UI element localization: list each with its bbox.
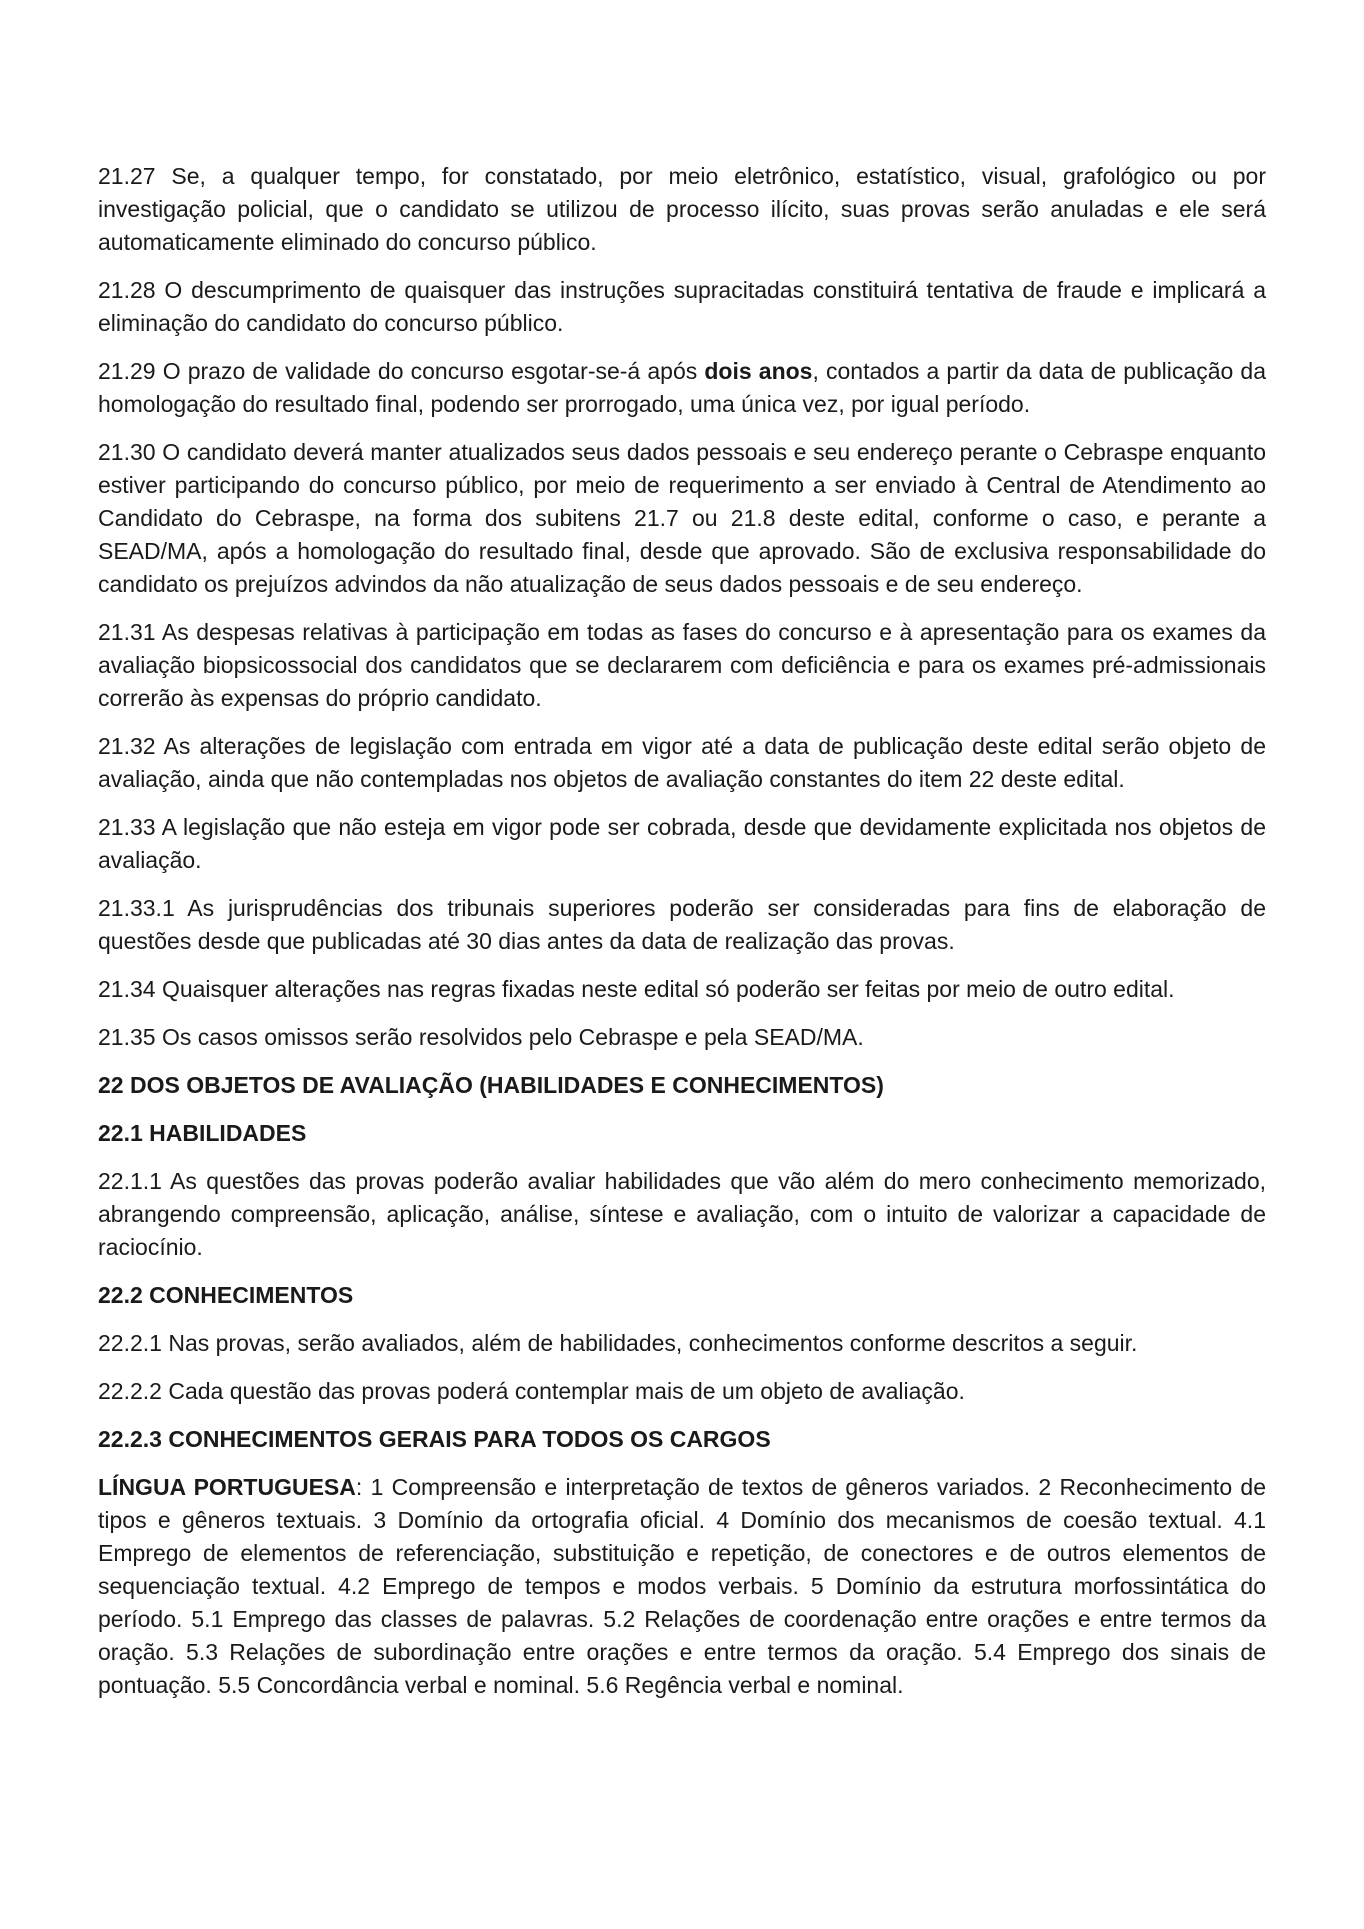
document-page: [98, 160, 1266, 1717]
paragraph-21-28: 21.28 O descumprimento de quaisquer das instruções supracitadas constituirá tentativa de fraude e implicará a eliminação do candidato do concurso público.: [98, 277, 1266, 336]
paragraph-21-30: 21.30 O candidato deverá manter atualizados seus dados pessoais e seu endereço perante o Cebraspe enquanto estiver participando do concurso público, por meio de requerimento a ser enviado à Central de Atendimento ao Candidato do Cebraspe, na forma dos subitens 21.7 ou 21.8 deste edital, conforme o caso, e perante a SEAD/MA, após a homologação do resultado final, desde que aprovado. São de exclusiva responsabilidade do candidato os prejuízos advindos da não atualização de seus dados pessoais e de seu endereço.: [98, 439, 1266, 597]
subject-topics: : 1 Compreensão e interpretação de textos de gêneros variados. 2 Reconhecimento de tipos e gêneros textuais. 3 Domínio da ortografia oficial. 4 Domínio dos mecanismos de coesão textual. 4.1 Emprego de elementos de referenciação, substituição e repetição, de conectores e de outros elementos de sequenciação textual. 4.2 Emprego de tempos e modos verbais. 5 Domínio da estrutura morfossintática do período. 5.1 Emprego das classes de palavras. 5.2 Relações de coordenação entre orações e entre termos da oração. 5.3 Relações de subordinação entre orações e entre termos da oração. 5.4 Emprego dos sinais de pontuação. 5.5 Concordância verbal e nominal. 5.6 Regência verbal e nominal.: [98, 1474, 1266, 1698]
paragraph-21-32: 21.32 As alterações de legislação com entrada em vigor até a data de publicação deste edital serão objeto de avaliação, ainda que não contempladas nos objetos de avaliação constantes do item 22 deste edital.: [98, 733, 1266, 792]
paragraph-21-34: 21.34 Quaisquer alterações nas regras fixadas neste edital só poderão ser feitas por meio de outro edital.: [98, 976, 1175, 1002]
paragraph-22-2-1: 22.2.1 Nas provas, serão avaliados, além de habilidades, conhecimentos conforme descritos a seguir.: [98, 1330, 1138, 1356]
paragraph-21-29-end: , contados a partir da data de publicação da homologação do resultado final, podendo ser prorrogado, uma única vez, por igual período.: [98, 358, 1266, 417]
paragraph-21-33-1: 21.33.1 As jurisprudências dos tribunais superiores poderão ser consideradas para fins de elaboração de questões desde que publicadas até 30 dias antes da data de realização das provas.: [98, 895, 1266, 954]
paragraph-21-29-start: 21.29 O prazo de validade do concurso esgotar-se-á após: [98, 358, 705, 384]
section-heading-22-2: 22.2 CONHECIMENTOS: [98, 1282, 354, 1308]
validity-period-bold: dois anos: [704, 358, 813, 384]
paragraph-22-1-1: 22.1.1 As questões das provas poderão avaliar habilidades que vão além do mero conhecimento memorizado, abrangendo compreensão, aplicação, análise, síntese e avaliação, com o intuito de valorizar a capacidade de raciocínio.: [98, 1168, 1266, 1260]
section-heading-22: 22 DOS OBJETOS DE AVALIAÇÃO (HABILIDADES E CONHECIMENTOS): [98, 1072, 884, 1098]
paragraph-21-31: 21.31 As despesas relativas à participação em todas as fases do concurso e à apresentação para os exames da avaliação biopsicossocial dos candidatos que se declararem com deficiência e para os exames pré-admissionais correrão às expensas do próprio candidato.: [98, 619, 1266, 711]
paragraph-21-29: [98, 355, 1266, 421]
paragraph-lingua-portuguesa: [98, 1471, 1266, 1702]
subject-label-bold: LÍNGUA PORTUGUESA: [98, 1474, 356, 1500]
section-heading-22-2-3: 22.2.3 CONHECIMENTOS GERAIS PARA TODOS OS CARGOS: [98, 1426, 771, 1452]
paragraph-21-35: 21.35 Os casos omissos serão resolvidos pelo Cebraspe e pela SEAD/MA.: [98, 1024, 864, 1050]
paragraph-21-27: 21.27 Se, a qualquer tempo, for constatado, por meio eletrônico, estatístico, visual, grafológico ou por investigação policial, que o candidato se utilizou de processo ilícito, suas provas serão anuladas e ele será automaticamente eliminado do concurso público.: [98, 163, 1266, 255]
paragraph-21-33: 21.33 A legislação que não esteja em vigor pode ser cobrada, desde que devidamente explicitada nos objetos de avaliação.: [98, 814, 1266, 873]
paragraph-22-2-2: 22.2.2 Cada questão das provas poderá contemplar mais de um objeto de avaliação.: [98, 1378, 965, 1404]
section-heading-22-1: 22.1 HABILIDADES: [98, 1120, 307, 1146]
